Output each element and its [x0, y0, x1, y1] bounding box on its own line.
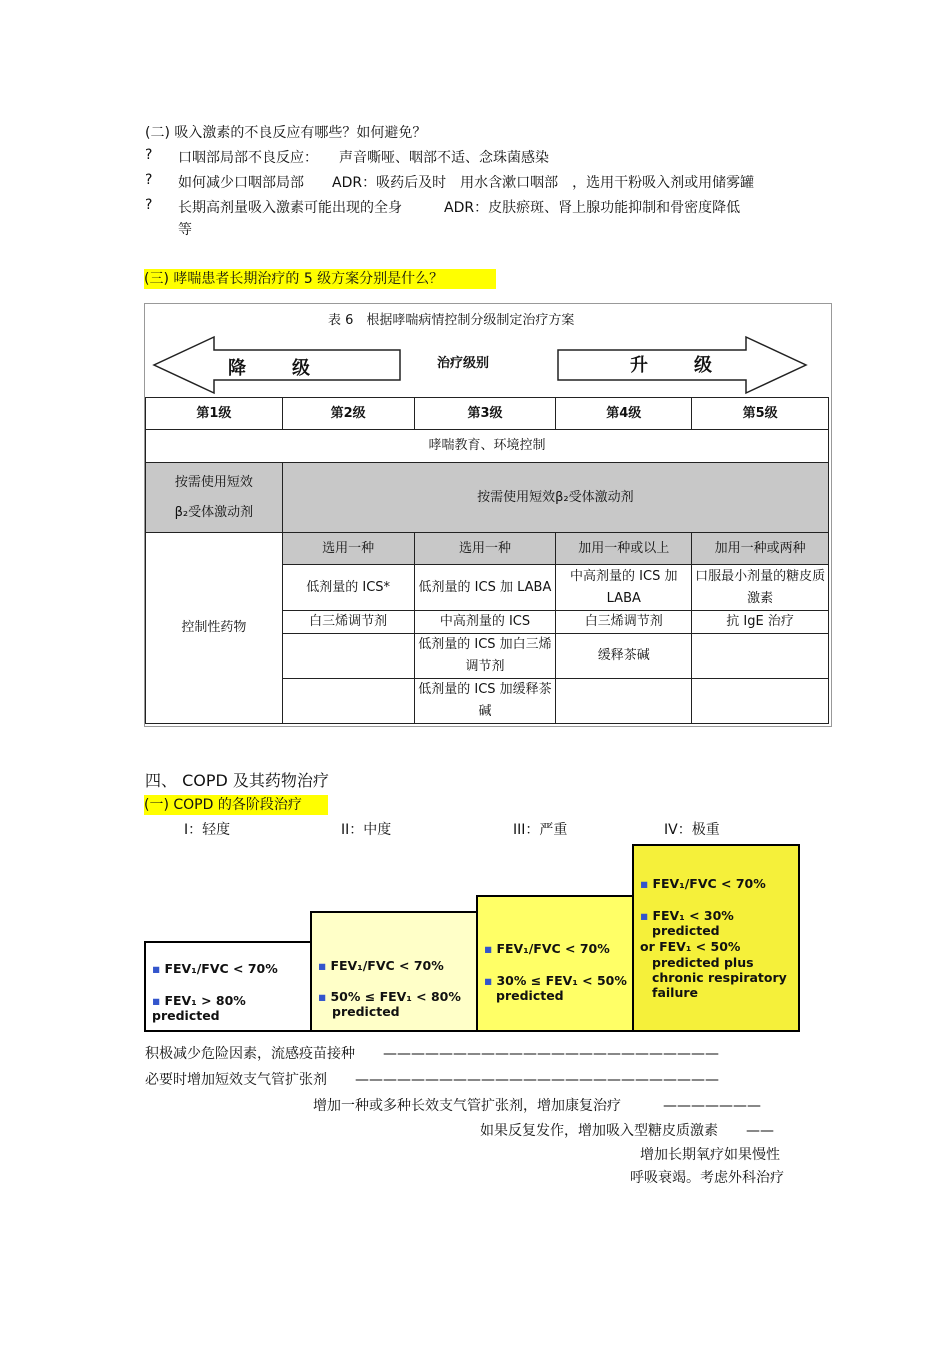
- section4-subheading: (一) COPD 的各阶段治疗: [144, 795, 328, 815]
- list-item: 如何减少口咽部局部 ADR：吸药后及时 用水含漱口咽部 ，选用干粉吸入剂或用储雾罐: [178, 175, 755, 191]
- table-cell: [556, 679, 692, 724]
- arrow-down-label: 降 级: [228, 358, 324, 379]
- section3-heading: (三) 哮喘患者长期治疗的 5 级方案分别是什么？: [144, 269, 496, 289]
- table-row: [146, 533, 829, 565]
- table-row: [146, 430, 829, 463]
- stage-criterion: 50% ≤ FEV₁ < 80%: [330, 989, 461, 1004]
- table-cell: 低剂量的 ICS 加 LABA: [414, 565, 556, 611]
- level-header: 第1级: [146, 398, 283, 430]
- treatment-line: 积极减少危险因素，流感疫苗接种 ————————————————————————: [145, 1046, 719, 1062]
- stage-criterion: 30% ≤ FEV₁ < 50%: [496, 973, 627, 988]
- list-item-mark: ?: [145, 147, 153, 163]
- table-cell: 口服最小剂量的糖皮质激素: [692, 565, 829, 611]
- list-item-mark: ?: [145, 172, 153, 188]
- table-cell: 抗 IgE 治疗: [692, 611, 829, 634]
- table-cell: 低剂量的 ICS 加白三烯调节剂: [414, 634, 556, 679]
- table-cell: [692, 679, 829, 724]
- table-cell: 中高剂量的 ICS: [414, 611, 556, 634]
- prn-right-cell: 按需使用短效β₂受体激动剂: [282, 463, 828, 533]
- choice-header: 加用一种或以上: [556, 533, 692, 565]
- choice-header: 选用一种: [414, 533, 556, 565]
- stage-criterion: predicted plus: [652, 955, 754, 970]
- list-item-continuation: 等: [178, 222, 192, 238]
- table-cell: 白三烯调节剂: [282, 611, 414, 634]
- table-cell: 缓释茶碱: [556, 634, 692, 679]
- table-cell: 中高剂量的 ICS 加 LABA: [556, 565, 692, 611]
- stage-criterion: or FEV₁ < 50%: [640, 939, 741, 954]
- prn-left-line: 按需使用短效: [174, 474, 253, 490]
- stage-criterion: FEV₁ < 30%: [652, 908, 734, 923]
- treatment-line: 增加一种或多种长效支气管扩张剂，增加康复治疗 ———————: [313, 1098, 761, 1114]
- treatment-line: 增加长期氧疗如果慢性: [640, 1147, 780, 1163]
- stage-box-1: ▪ FEV₁/FVC < 70% ▪ FEV₁ > 80% predicted: [144, 941, 312, 1032]
- control-label-cell: 控制性药物: [146, 533, 283, 724]
- section2-heading: (二) 吸入激素的不良反应有哪些？如何避免？: [145, 125, 427, 141]
- table-cell: 低剂量的 ICS 加缓释茶碱: [414, 679, 556, 724]
- prn-left-line: β₂受体激动剂: [174, 504, 254, 520]
- level-header: 第5级: [692, 398, 829, 430]
- table-cell: [282, 634, 414, 679]
- stage-box-3: ▪ FEV₁/FVC < 70% ▪ 30% ≤ FEV₁ < 50% predicted: [476, 895, 634, 1032]
- prn-left-cell: [146, 463, 283, 533]
- stage-criterion: FEV₁/FVC < 70%: [164, 961, 278, 976]
- arrow-center-label: 治疗级别: [437, 356, 490, 371]
- stage-label: IV：极重: [664, 822, 720, 838]
- table-row: [146, 398, 829, 430]
- level-header: 第4级: [556, 398, 692, 430]
- list-item: 长期高剂量吸入激素可能出现的全身 ADR：皮肤瘀斑、肾上腺功能抑制和骨密度降低: [178, 200, 741, 216]
- table-row: [146, 463, 829, 533]
- stage-box-2: ▪ FEV₁/FVC < 70% ▪ 50% ≤ FEV₁ < 80% predicted: [310, 911, 478, 1032]
- choice-header: 选用一种: [282, 533, 414, 565]
- section4-heading: 四、 COPD 及其药物治疗: [145, 771, 329, 790]
- list-item: 口咽部局部不良反应： 声音嘶哑、咽部不适、念珠菌感染: [178, 150, 549, 166]
- table-cell: [282, 679, 414, 724]
- stage-criterion: predicted: [152, 1008, 220, 1023]
- table-cell: [692, 634, 829, 679]
- stage-criterion: FEV₁ > 80%: [164, 993, 246, 1008]
- arrow-up-label: 升 级: [630, 355, 726, 376]
- stage-criterion: predicted: [332, 1004, 400, 1019]
- stage-label: I：轻度: [184, 822, 231, 838]
- stage-criterion: predicted: [496, 988, 564, 1003]
- stage-criterion: chronic respiratory: [652, 970, 787, 985]
- stage-criterion: failure: [652, 985, 698, 1000]
- list-item-mark: ?: [145, 197, 153, 213]
- education-cell: 哮喘教育、环境控制: [146, 430, 829, 463]
- table-cell: 白三烯调节剂: [556, 611, 692, 634]
- treatment-line: 呼吸衰竭。考虑外科治疗: [630, 1170, 784, 1186]
- asthma-plan-table: [145, 397, 829, 724]
- stage-criterion: predicted: [652, 923, 720, 938]
- stage-box-4: ▪ FEV₁/FVC < 70% ▪ FEV₁ < 30% predicted or FEV₁ < 50% predicted plus chronic respiratory failure: [632, 844, 800, 1032]
- choice-header: 加用一种或两种: [692, 533, 829, 565]
- stage-criterion: FEV₁/FVC < 70%: [330, 958, 444, 973]
- stage-label: II：中度: [341, 822, 392, 838]
- stage-label: III：严重: [513, 822, 568, 838]
- table-cell: 低剂量的 ICS*: [282, 565, 414, 611]
- treatment-line: 如果反复发作，增加吸入型糖皮质激素 ——: [480, 1123, 774, 1139]
- table-caption: 表 6 根据哮喘病情控制分级制定治疗方案: [328, 313, 575, 328]
- stage-criterion: FEV₁/FVC < 70%: [496, 941, 610, 956]
- level-header: 第3级: [414, 398, 556, 430]
- treatment-line: 必要时增加短效支气管扩张剂 ——————————————————————————: [145, 1072, 719, 1088]
- stage-criterion: FEV₁/FVC < 70%: [652, 876, 766, 891]
- level-header: 第2级: [282, 398, 414, 430]
